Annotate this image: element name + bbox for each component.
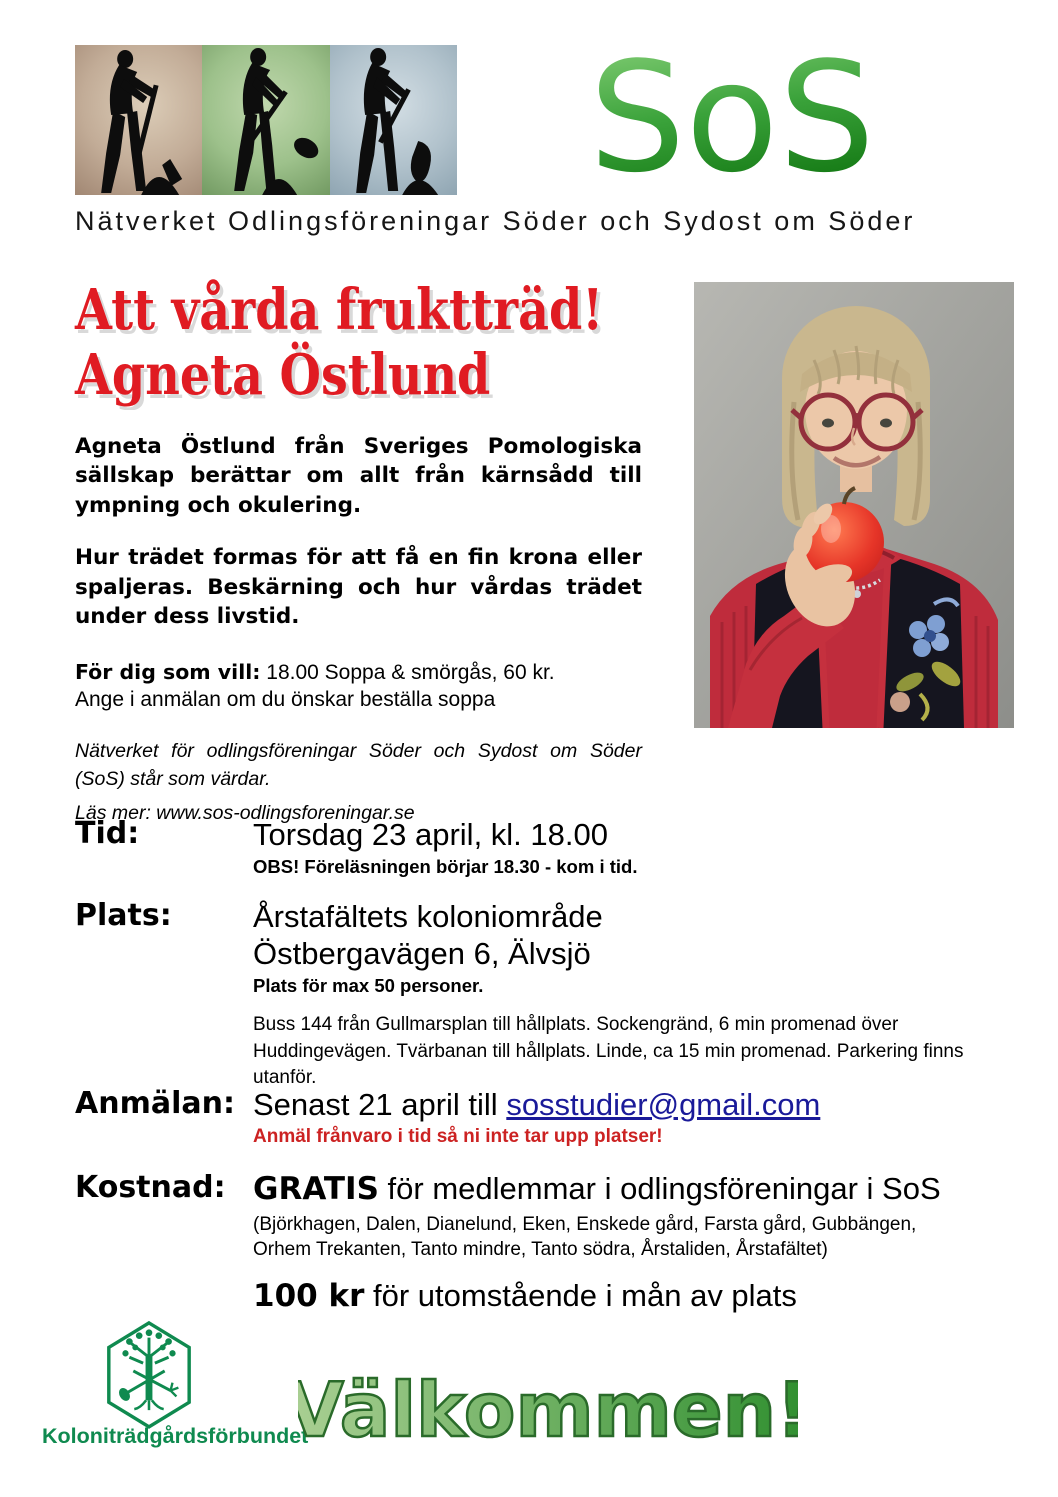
email-link[interactable]: sosstudier@gmail.com: [506, 1087, 821, 1122]
fee-text: för utomstående i mån av plats: [364, 1277, 797, 1313]
gardener-silhouette-image: [75, 45, 457, 195]
tid-value: Torsdag 23 april, kl. 18.00: [253, 817, 608, 852]
silhouette-panel-green: [202, 45, 329, 195]
silhouette-panel-tan: [75, 45, 202, 195]
page-title: [75, 278, 603, 408]
org-name: Koloniträdgårdsförbundet: [42, 1424, 309, 1448]
offer-label: För dig som vill:: [75, 659, 261, 684]
anmalan-warning: Anmäl frånvaro i tid så ni inte tar upp platser!: [253, 1126, 663, 1148]
detail-row-tid: [75, 816, 995, 878]
sos-logo: [535, 28, 930, 206]
anmalan-line: [253, 1086, 995, 1123]
tid-label: Tid:: [75, 816, 140, 851]
plats-line-1: Årstafältets koloniområde: [253, 899, 603, 934]
tid-note: OBS! Föreläsningen börjar 18.30 - kom i tid.: [253, 856, 638, 878]
digging-person-silhouette-icon: [75, 45, 202, 195]
intro-paragraph-1: Agneta Östlund från Sveriges Pomologiska sällskap berättar om allt från kärnsådd till ympning och okulering.: [75, 434, 642, 518]
anmalan-prefix: Senast 21 april till: [253, 1087, 507, 1122]
network-tagline: Nätverket Odlingsföreningar Söder och Sydost om Söder: [75, 206, 916, 236]
offer-text: 18.00 Soppa & smörgås, 60 kr.: [260, 660, 555, 684]
offer-note: Ange i anmälan om du önskar beställa soppa: [75, 688, 496, 712]
title-line-2: Agneta Östlund: [75, 341, 491, 408]
plats-directions: Buss 144 från Gullmarsplan till hållplats. Sockengränd, 6 min promenad över Huddingevägen. Tvärbanan till hållplats. Linde, ca 15 min promenad. Parkering finns utanför.: [253, 1014, 964, 1088]
sos-logo-text: SoS: [589, 29, 875, 206]
shoveling-person-silhouette-icon: [330, 45, 457, 195]
portrait-photo-agneta: [694, 282, 1014, 728]
soup-offer-line: [75, 659, 642, 686]
anmalan-label: Anmälan:: [75, 1086, 235, 1121]
kostnad-associations: (Björkhagen, Dalen, Dianelund, Eken, Enskede gård, Farsta gård, Gubbängen, Orhem Trekanten, Tanto mindre, Tanto södra, Årstaliden, Årstafältet): [253, 1214, 917, 1261]
intro-column: [75, 432, 642, 825]
read-more-line: Läs mer: www.sos-odlingsforeningar.se: [75, 802, 415, 825]
kolonitradgardsforbundet-logo: [100, 1320, 198, 1428]
plats-capacity: Plats för max 50 personer.: [253, 975, 484, 997]
plats-line-2: Östbergavägen 6, Älvsjö: [253, 936, 591, 972]
welcome-text: Välkommen!: [298, 1366, 798, 1454]
intro-paragraph-2: Hur trädet formas för att få en fin krona eller spaljeras. Beskärning och hur vårdas trädet under dess livstid.: [75, 545, 642, 630]
free-label: GRATIS: [253, 1171, 379, 1207]
hosts-note: Nätverket för odlingsföreningar Söder och Sydost om Söder (SoS) står som värdar.: [75, 740, 642, 790]
title-line-1: Att vårda fruktträd!: [75, 277, 604, 343]
detail-row-kostnad: [75, 1170, 995, 1315]
raking-person-silhouette-icon: [202, 45, 329, 195]
kostnad-fee-line: [253, 1277, 995, 1315]
plats-label: Plats:: [75, 898, 172, 933]
tree-and-tools-icon: [117, 1329, 179, 1410]
detail-row-plats: [75, 898, 995, 1091]
welcome-banner: [298, 1352, 798, 1467]
detail-row-anmalan: [75, 1086, 995, 1148]
free-text: för medlemmar i odlingsföreningar i SoS: [378, 1171, 941, 1206]
kostnad-free-line: [253, 1170, 995, 1208]
silhouette-panel-blue: [330, 45, 457, 195]
fee-label: 100 kr: [253, 1277, 365, 1314]
kostnad-label: Kostnad:: [75, 1170, 226, 1205]
